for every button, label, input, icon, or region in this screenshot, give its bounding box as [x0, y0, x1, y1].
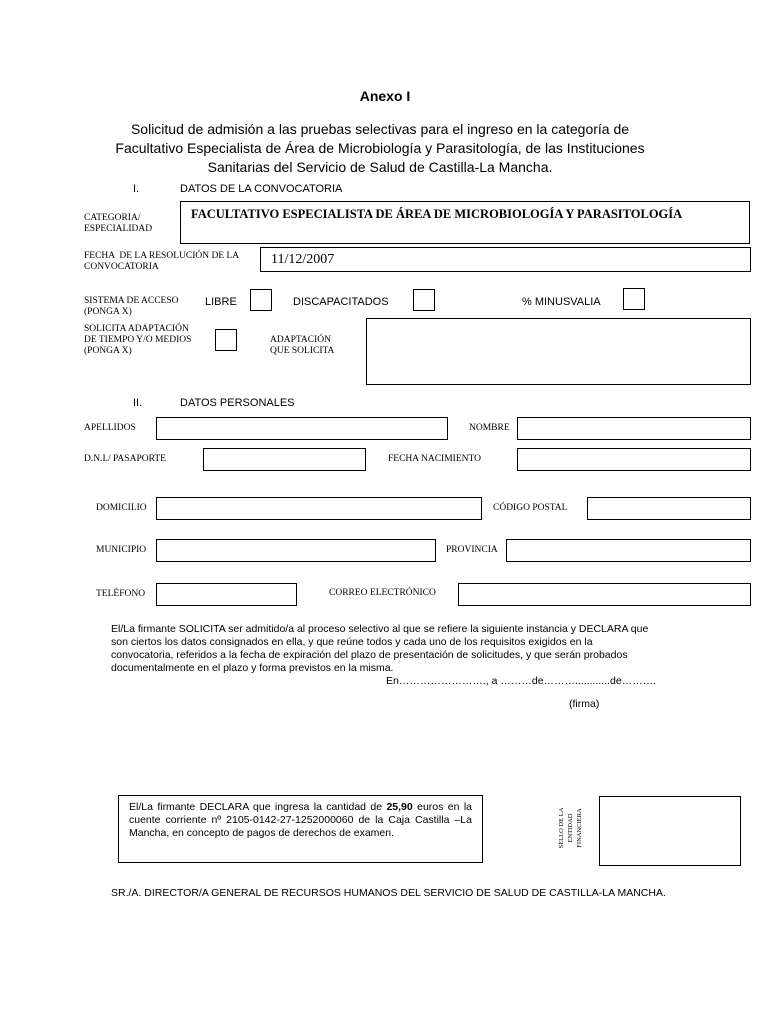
codigo-postal-label: CÓDIGO POSTAL — [493, 503, 568, 513]
nombre-input[interactable] — [517, 417, 751, 440]
domicilio-label: DOMICILIO — [96, 503, 147, 513]
page-title: Anexo I — [359, 88, 411, 104]
recipient-text: SR./A. DIRECTOR/A GENERAL DE RECURSOS HUMANOS DEL SERVICIO DE SALUD DE CASTILLA-LA MANCHA. — [111, 887, 666, 899]
fecha-nacimiento-label: FECHA NACIMIENTO — [388, 454, 481, 464]
dni-label: D.N.I./ PASAPORTE — [84, 454, 166, 464]
dni-input[interactable] — [203, 448, 366, 471]
fecha-nacimiento-input[interactable] — [517, 448, 751, 471]
firma-label: (firma) — [569, 698, 600, 710]
discapacitados-label: DISCAPACITADOS — [293, 296, 389, 308]
adaptacion-que-label: ADAPTACIÓN QUE SOLICITA — [270, 335, 335, 356]
correo-input[interactable] — [458, 583, 751, 606]
section1-title: DATOS DE LA CONVOCATORIA — [180, 183, 343, 195]
correo-label: CORREO ELECTRÓNICO — [329, 588, 436, 598]
apellidos-input[interactable] — [156, 417, 448, 440]
domicilio-input[interactable] — [156, 497, 482, 520]
categoria-value: FACULTATIVO ESPECIALISTA DE ÁREA DE MICROBIOLOGÍA Y PARASITOLOGÍA — [191, 207, 683, 221]
municipio-label: MUNICIPIO — [96, 545, 147, 555]
telefono-input[interactable] — [156, 583, 297, 606]
sello-label: SELLO DE LA ENTIDAD FINANCIERA — [558, 807, 583, 849]
payment-amount: 25,90 — [386, 801, 413, 813]
discapacitados-checkbox[interactable] — [413, 289, 435, 311]
provincia-input[interactable] — [506, 539, 751, 562]
nombre-label: NOMBRE — [469, 423, 510, 433]
adaptacion-checkbox[interactable] — [215, 329, 237, 351]
fecha-resolucion-value: 11/12/2007 — [271, 252, 335, 267]
libre-checkbox[interactable] — [250, 289, 272, 311]
minusvalia-field[interactable] — [623, 288, 645, 310]
municipio-input[interactable] — [156, 539, 436, 562]
form-subtitle: Solicitud de admisión a las pruebas selectivas para el ingreso en la categoría de Facultativo Especialista de Área de Microbiología y Parasitología, de las Instituciones Sanitarias del Servicio de Salud de Castilla-La Mancha. — [115, 121, 645, 175]
payment-box — [118, 795, 483, 863]
solicita-adaptacion-label: SOLICITA ADAPTACIÓN DE TIEMPO Y/O MEDIOS (PONGA X) — [84, 324, 192, 356]
section1-number: I. — [133, 183, 140, 195]
fecha-resolucion-label: FECHA DE LA RESOLUCIÓN DE LA CONVOCATORIA — [84, 251, 240, 272]
codigo-postal-input[interactable] — [587, 497, 751, 520]
adaptacion-field[interactable] — [366, 318, 751, 385]
categoria-field[interactable] — [180, 201, 750, 244]
categoria-label: CATEGORIA/ ESPECIALIDAD — [84, 213, 153, 234]
payment-text-before: El/La firmante DECLARA que ingresa la cantidad de — [129, 801, 387, 813]
payment-text-after: euros en la cuente corriente nº 2105-0142-27-1252000060 de la Caja Castilla –La Mancha, en concepto de pagos de derechos de examen. — [129, 801, 472, 839]
provincia-label: PROVINCIA — [446, 545, 498, 555]
place-date-line: En……………………., a ………de………............de………. — [386, 675, 657, 687]
minusvalia-label: % MINUSVALIA — [522, 296, 601, 308]
section2-title: DATOS PERSONALES — [180, 397, 295, 409]
sello-box — [599, 796, 741, 866]
fecha-resolucion-field[interactable] — [260, 247, 751, 272]
declaration-text: El/La firmante SOLICITA ser admitido/a al proceso selectivo al que se refiere la siguiente instancia y DECLARA que son ciertos los datos consignados en ella, y que reúne todos y cada uno de los requisitos exigidos en la convocatoria, referidos a la fecha de expiración del plazo de presentación de solicitudes, y que serán probados documentalmente en el plazo y forma previstos en la misma. — [111, 623, 649, 674]
section2-number: II. — [133, 397, 143, 409]
apellidos-label: APELLIDOS — [84, 423, 136, 433]
telefono-label: TELÉFONO — [96, 589, 146, 599]
sistema-acceso-label: SISTEMA DE ACCESO (PONGA X) — [84, 296, 179, 317]
libre-label: LIBRE — [205, 296, 237, 308]
